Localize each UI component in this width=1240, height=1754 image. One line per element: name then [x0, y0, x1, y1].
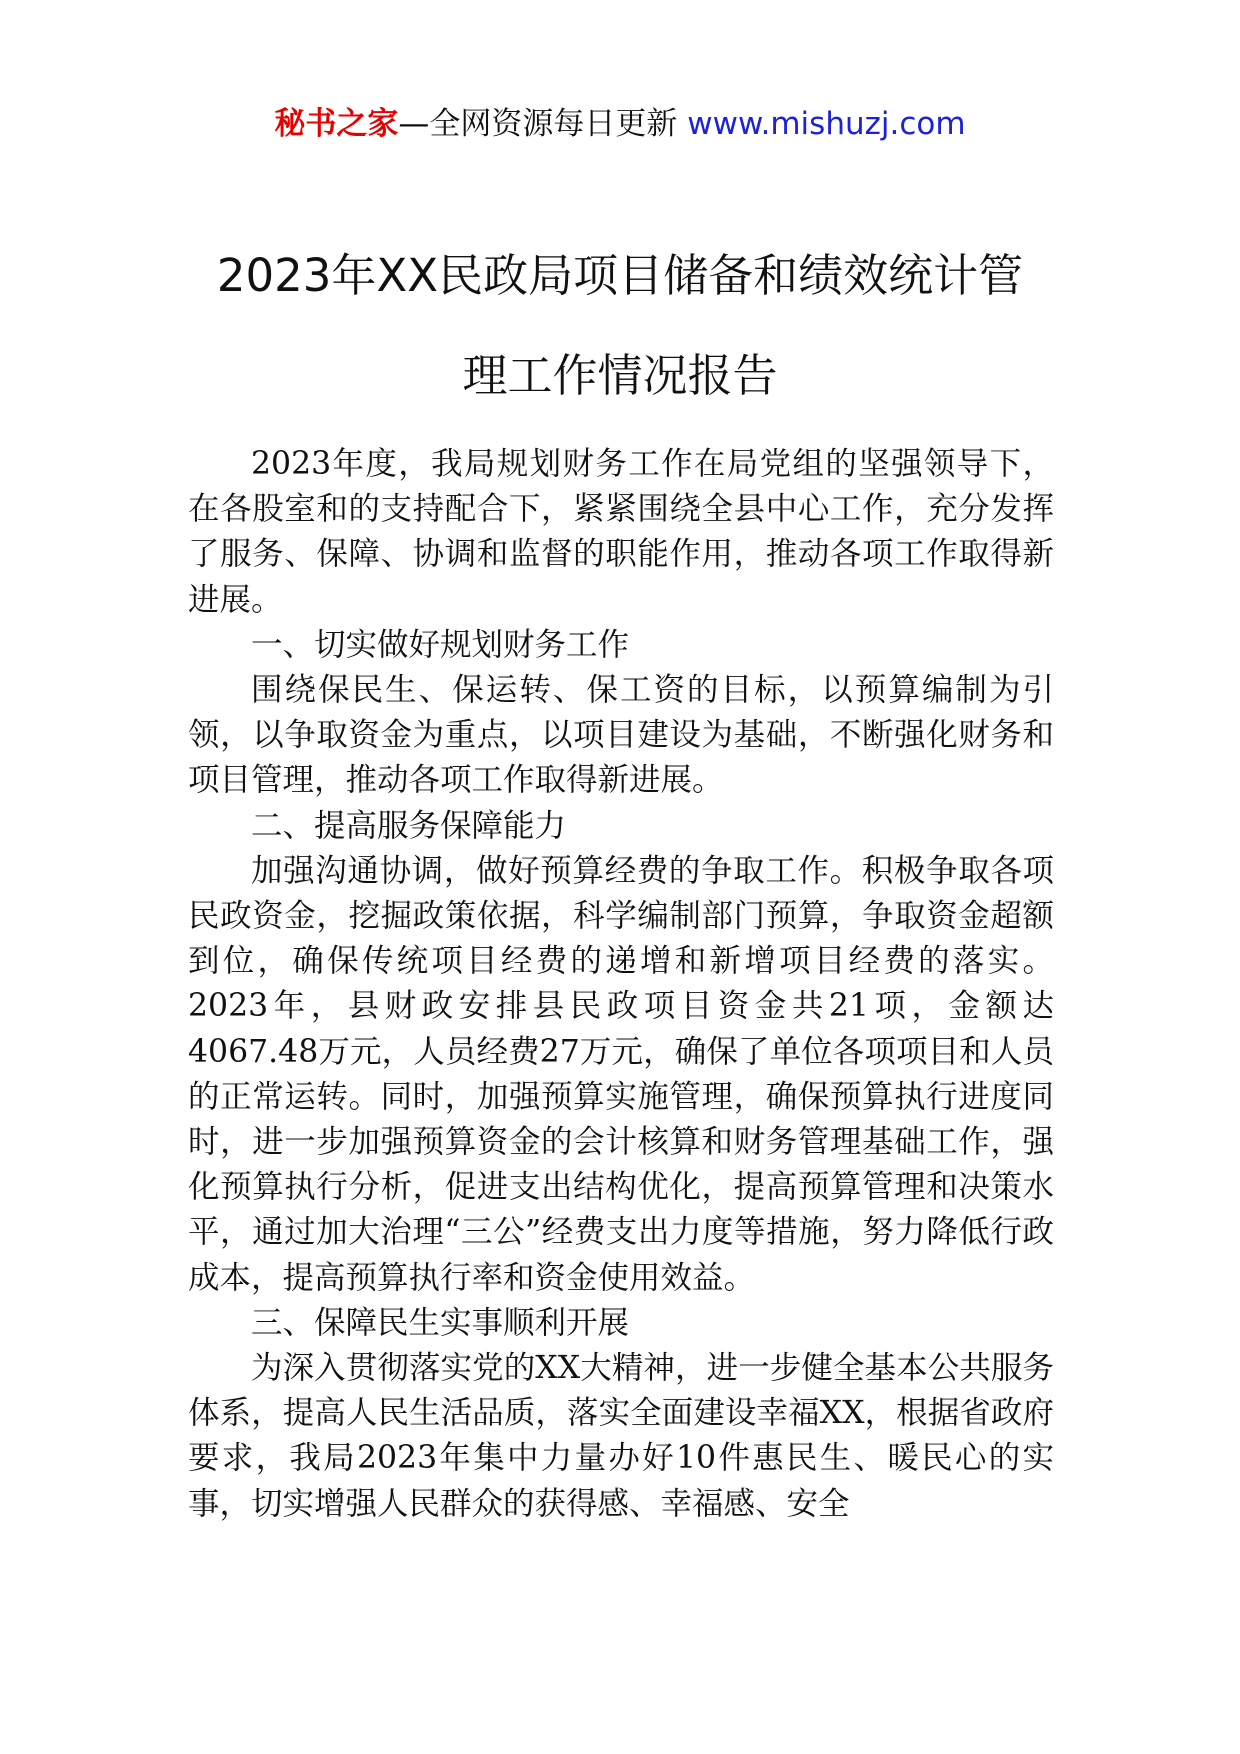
title-line-2: 理工作情况报告 — [462, 349, 778, 402]
paragraph-section-2: 加强沟通协调，做好预算经费的争取工作。积极争取各项民政资金，挖掘政策依据，科学编制部门预算，争取资金超额到位，确保传统项目经费的递增和新增项目经费的落实。2023年，县财政安排县民政项目资金共21项，金额达4067.48万元，人员经费27万元，确保了单位各项项目和人员的正常运转。同时，加强预算实施管理，确保预算执行进度同时，进一步加强预算资金的会计核算和财务管理基础工作，强化预算执行分析，促进支出结构优化，提高预算管理和决策水平，通过加大治理“三公”经费支出力度等措施，努力降低行政成本，提高预算执行率和资金使用效益。 — [188, 852, 1054, 1296]
title-line-1: 2023年XX民政局项目储备和绩效统计管 — [216, 249, 1024, 302]
site-url-link[interactable]: www.mishuzj.com — [687, 106, 966, 142]
document-title — [160, 226, 1080, 426]
paragraph-section-3: 为深入贯彻落实党的XX大精神，进一步健全基本公共服务体系，提高人民生活品质，落实全面建设幸福XX，根据省政府要求，我局2023年集中力量办好10件惠民生、暖民心的实事，切实增强人民群众的获得感、幸福感、安全 — [188, 1350, 1054, 1522]
section-heading-1: 一、切实做好规划财务工作 — [251, 626, 630, 663]
brand-name: 秘书之家 — [274, 106, 399, 142]
paragraph-intro: 2023年度，我局规划财务工作在局党组的坚强领导下，在各股室和的支持配合下，紧紧围绕全县中心工作，充分发挥了服务、保障、协调和监督的职能作用，推动各项工作取得新进展。 — [188, 446, 1054, 618]
section-heading-2: 二、提高服务保障能力 — [251, 807, 567, 844]
document-body — [188, 442, 1054, 1527]
site-header — [0, 102, 1240, 146]
header-slogan: —全网资源每日更新 — [398, 106, 688, 142]
section-heading-3: 三、保障民生实事顺利开展 — [251, 1304, 630, 1341]
paragraph-section-1: 围绕保民生、保运转、保工资的目标，以预算编制为引领，以争取资金为重点，以项目建设为基础，不断强化财务和项目管理，推动各项工作取得新进展。 — [188, 672, 1054, 799]
